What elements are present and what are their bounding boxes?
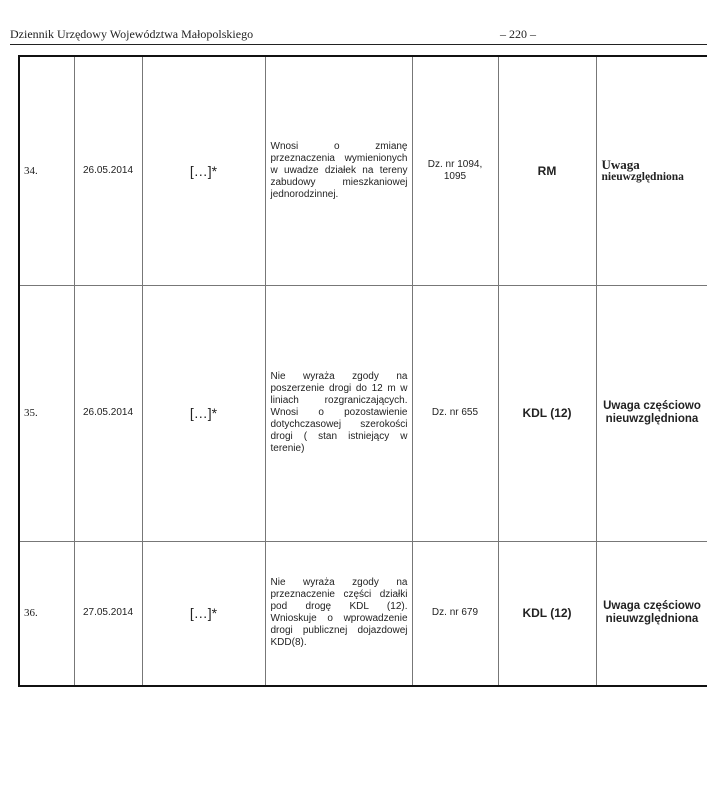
table-row [19,56,707,285]
plot-number: Dz. nr 679 [412,541,498,686]
remark-description: Nie wyraża zgody na przeznaczenie części działki pod drogę KDL (12). Wnioskuje o wprowadzenie drogi publicznej dojazdowej KDD(8). [265,541,412,686]
header-divider [10,44,707,45]
author-redacted: […]* [142,285,265,541]
entry-number: 35. [19,285,74,541]
zoning-designation: KDL (12) [498,285,596,541]
plot-number: Dz. nr 655 [412,285,498,541]
submission-date: 27.05.2014 [74,541,142,686]
author-redacted: […]* [142,56,265,285]
remark-description: Wnosi o zmianę przeznaczenia wymienionych w uwadze działek na tereny zabudowy mieszkaniowej jednorodzinnej. [265,56,412,285]
resolution-status-line-2: nieuwzględniona [601,170,684,183]
journal-title: Dziennik Urzędowy Województwa Małopolskiego [10,27,254,41]
resolution-status: Uwaga częściowo nieuwzględniona [596,285,707,541]
plot-number: Dz. nr 1094, 1095 [412,56,498,285]
remark-description: Nie wyraża zgody na poszerzenie drogi do 12 m w liniach rozgraniczających. Wnosi o pozostawienie dotychczasowej szerokości drogi ( stan istniejący w terenie) [265,285,412,541]
entries-table [18,55,707,687]
author-redacted: […]* [142,541,265,686]
submission-date: 26.05.2014 [74,285,142,541]
page-number: – 220 – [500,27,536,41]
resolution-status: Uwaga częściowo nieuwzględniona [596,541,707,686]
submission-date: 26.05.2014 [74,56,142,285]
resolution-status-line-1: Uwaga [601,156,640,172]
zoning-designation: RM [498,56,596,285]
table-row [19,541,707,686]
entry-number: 36. [19,541,74,686]
page-header [10,27,707,43]
zoning-designation: KDL (12) [498,541,596,686]
entry-number: 34. [19,56,74,285]
resolution-status [596,56,707,285]
table-row [19,285,707,541]
